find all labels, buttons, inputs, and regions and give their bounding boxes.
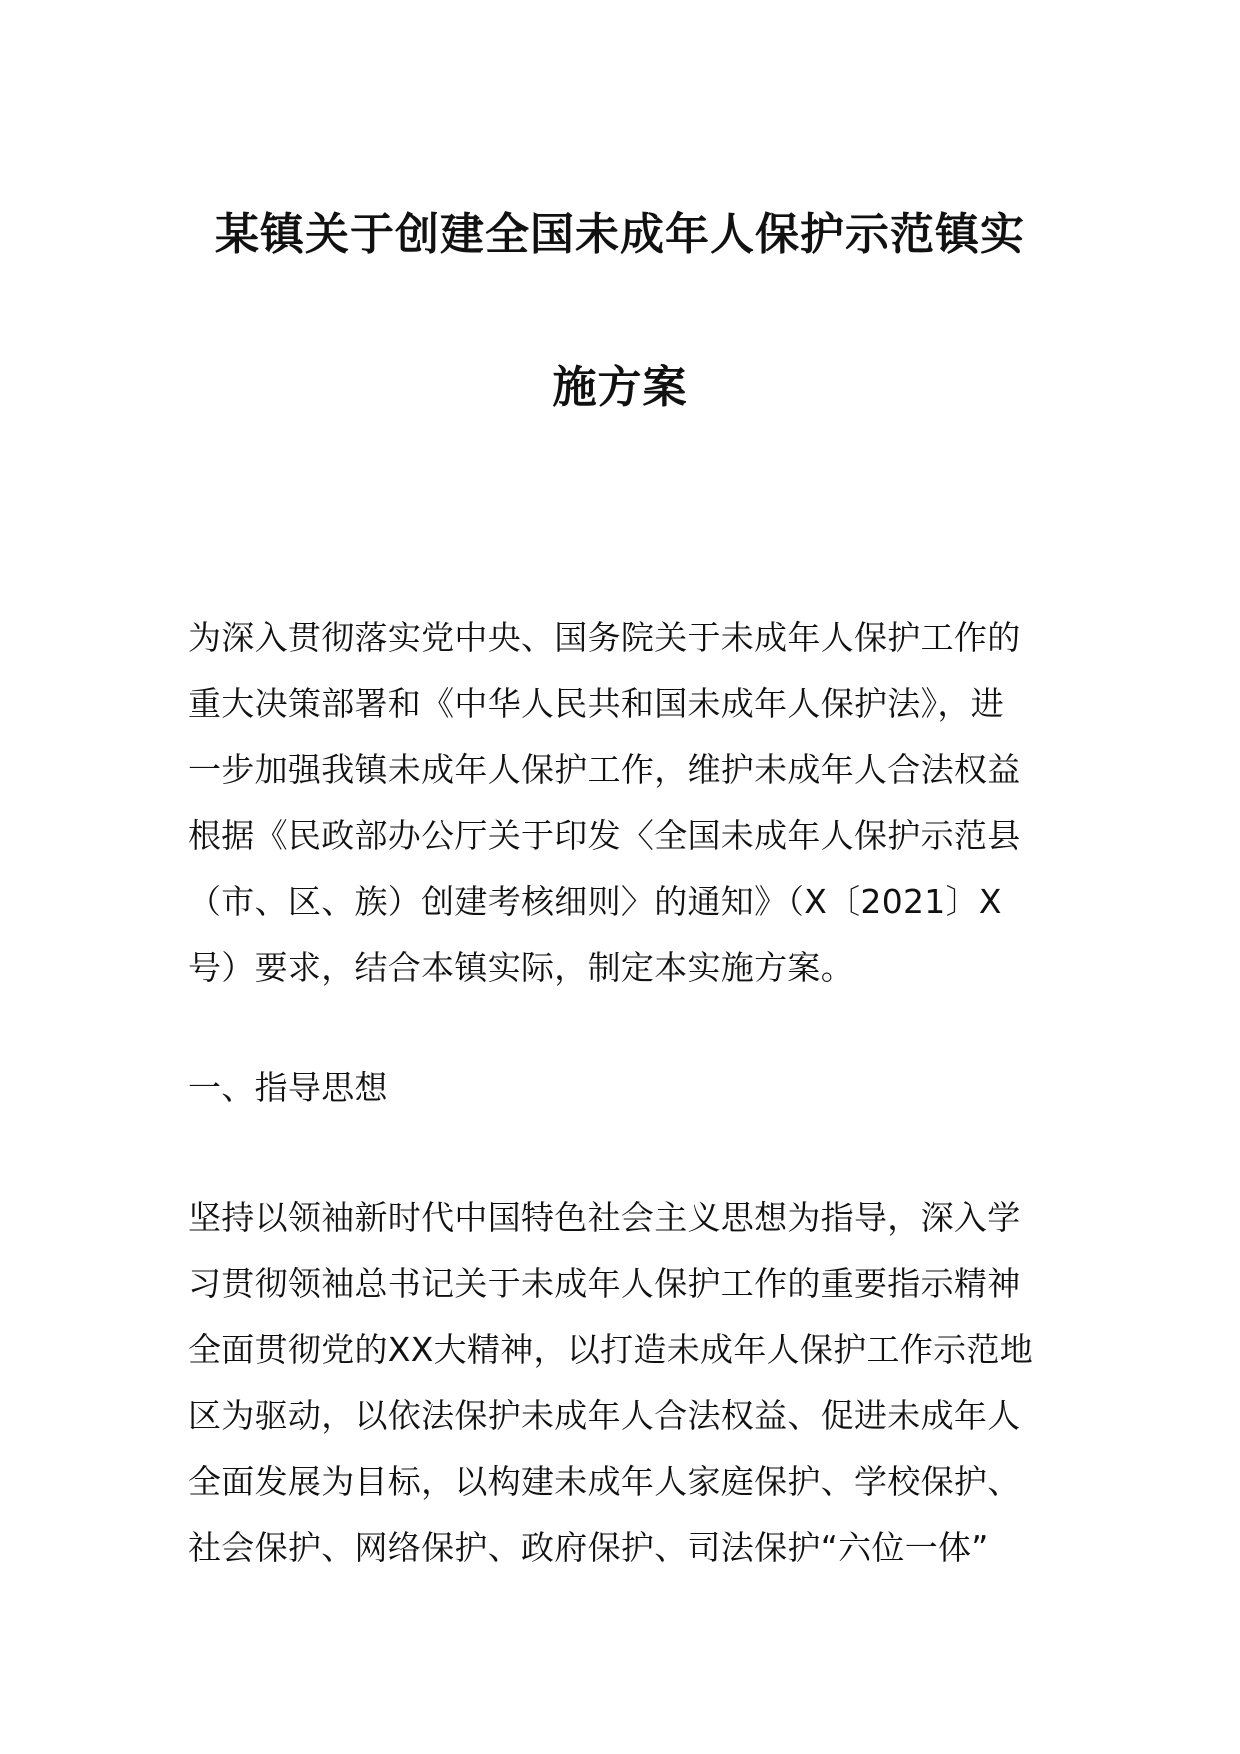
guiding-ideology-line: 社会保护、网络保护、政府保护、司法保护“六位一体”	[188, 1528, 989, 1567]
guiding-ideology-line: 习贯彻领袖总书记关于未成年人保护工作的重要指示精神	[188, 1264, 1021, 1303]
guiding-ideology-line: 全面贯彻党的XX大精神，以打造未成年人保护工作示范地	[188, 1330, 1034, 1369]
intro-paragraph-line: 一步加强我镇未成年人保护工作，维护未成年人合法权益	[188, 750, 1021, 789]
document-title-line-1: 某镇关于创建全国未成年人保护示范镇实	[215, 209, 1025, 260]
guiding-ideology-paragraph	[188, 1185, 1058, 1581]
intro-paragraph-line: 为深入贯彻落实党中央、国务院关于未成年人保护工作的	[188, 618, 1021, 657]
document-title-line-2: 施方案	[552, 362, 688, 413]
section-heading-guiding-ideology	[188, 1055, 1058, 1121]
intro-paragraph	[188, 605, 1058, 1001]
intro-paragraph-line: 根据《民政部办公厅关于印发〈全国未成年人保护示范县	[188, 816, 1021, 855]
guiding-ideology-line: 区为驱动，以依法保护未成年人合法权益、促进未成年人	[188, 1396, 1021, 1435]
guiding-ideology-line: 坚持以领袖新时代中国特色社会主义思想为指导，深入学	[188, 1198, 1021, 1237]
intro-paragraph-line: 重大决策部署和《中华人民共和国未成年人保护法》，进	[188, 684, 1004, 723]
intro-paragraph-line: （市、区、族）创建考核细则〉的通知》（X〔2021〕X	[188, 882, 1002, 921]
guiding-ideology-line: 全面发展为目标，以构建未成年人家庭保护、学校保护、	[188, 1462, 1021, 1501]
intro-paragraph-line: 号）要求，结合本镇实际，制定本实施方案。	[188, 948, 854, 987]
section-heading-text: 一、指导思想	[188, 1068, 388, 1107]
